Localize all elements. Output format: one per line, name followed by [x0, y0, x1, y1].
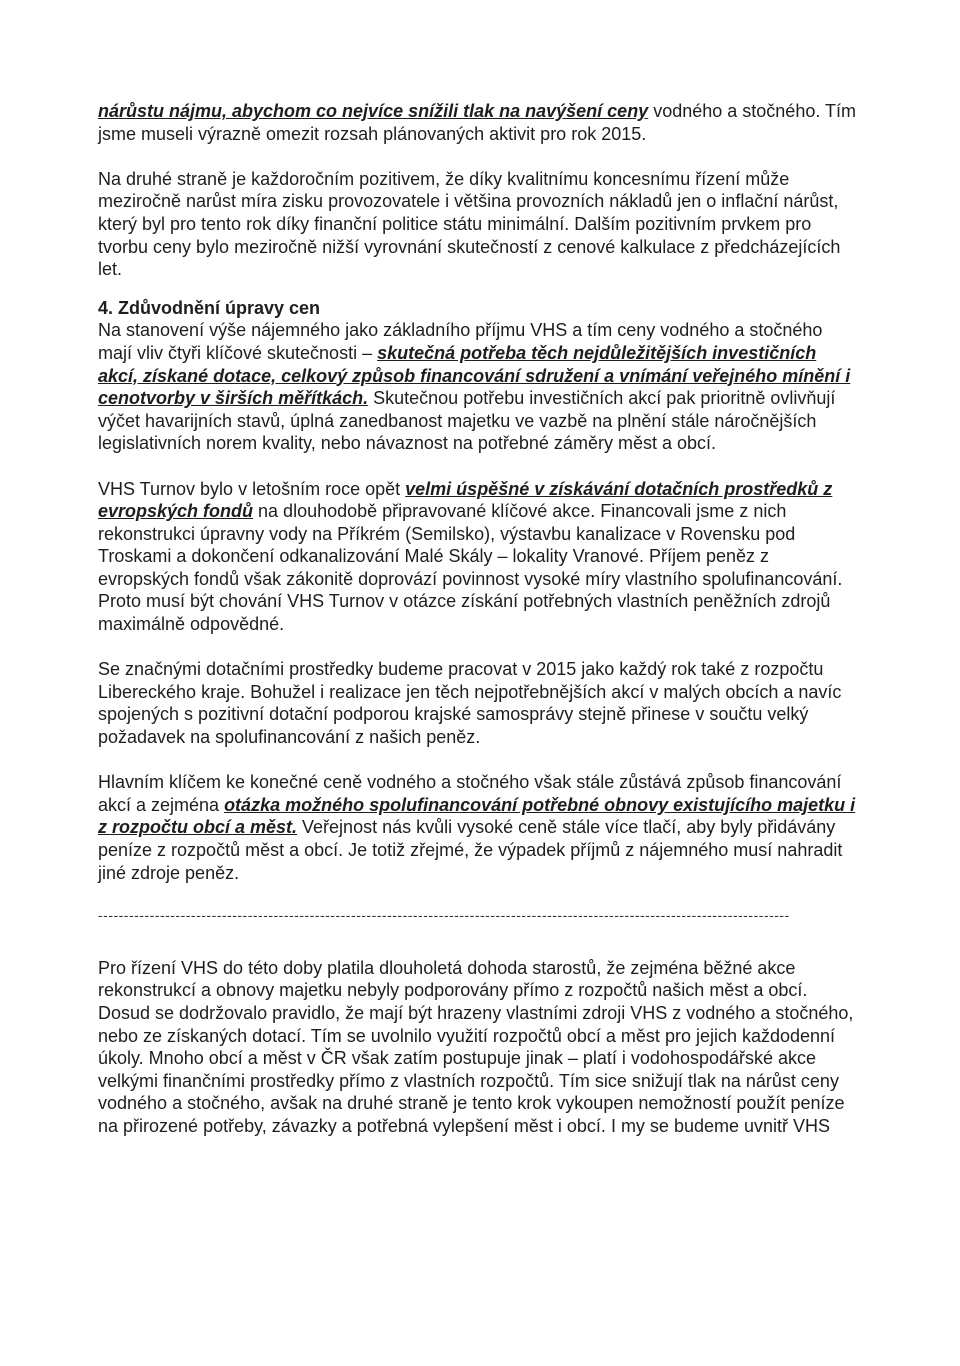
- text-eu-start: VHS Turnov bylo v letošním roce opět: [98, 478, 406, 499]
- emphasis-eu-funds: velmi úspěšné v získávání dotačních prostředků z evropských fondů: [98, 478, 833, 522]
- text-rent-increase: vodného a stočného. Tím jsme museli výrazně omezit rozsah plánovaných aktivit pro rok 2015.: [98, 101, 857, 144]
- section-heading-4: 4. Zdůvodnění úpravy cen: [98, 297, 321, 318]
- document-page: [98, 100, 858, 1160]
- paragraph-financing-key: [98, 771, 858, 884]
- emphasis-key-facts: skutečná potřeba těch nejdůležitějších investičních akcí, získané dotace, celkový způsob financování sdružení a vnímání veřejného mínění i cenotvorby v širších měřítkách.: [98, 342, 851, 409]
- paragraph-rent-increase: [98, 100, 858, 145]
- paragraph-regional-funding: Se značnými dotačními prostředky budeme pracovat v 2015 jako každý rok také z rozpočtu Libereckého kraje. Bohužel i realizace jen těch nejpotřebnějších akcí v malých obcích a navíc spojených s pozitivní dotační podporou krajské samosprávy stejně přinese v součtu velký požadavek na spolufinancování z našich peněz.: [98, 659, 842, 748]
- text-investment-needs: Skutečnou potřebu investičních akcí pak prioritně ovlivňují výčet havarijních stavů, úplná zanedbanost majetku ve vazbě na plnění stále náročnějších legislativních norem kvality, nebo návaznost na potřebné záměry měst a obcí.: [98, 388, 836, 454]
- paragraph-concession: Na druhé straně je každoročním pozitivem, že díky kvalitnímu koncesnímu řízení může meziročně narůst míra zisku provozovatele i většina provozních nákladů jen o inflační nárůst, který byl pro tento rok díky finanční politice státu minimální. Dalším pozitivním prvkem pro tvorbu ceny bylo meziročně nižší vyrovnání skutečností z cenové kalkulace z předcházejících let.: [98, 168, 841, 280]
- text-eu-rest: na dlouhodobě připravované klíčové akce. Financovali jsme z nich rekonstrukci úpravny vody na Příkrém (Semilsko), výstavbu kanalizace v Rovensku pod Troskami a dokončení odkanalizování Malé Skály – lokality Vranové. Příjem peněz z evropských fondů však zákonitě doprovází povinnost vysoké míry vlastního spolufinancování. Proto musí být chování VHS Turnov v otázce získání potřebných vlastních peněžních zdrojů maximálně odpovědné.: [98, 501, 843, 635]
- text-financing-rest: Veřejnost nás kvůli vysoké ceně stále více tlačí, aby byly přidávány peníze z rozpočtů měst a obcí. Je totiž zřejmé, že výpadek příjmů z nájemného musí nahradit jiné zdroje peněz.: [98, 817, 843, 883]
- emphasis-cofinancing: otázka možného spolufinancování potřebné obnovy existujícího majetku i z rozpočtu obcí a měst.: [98, 794, 856, 838]
- text-financing-start: Hlavním klíčem ke konečné ceně vodného a stočného však stále zůstává způsob financování akcí a zejména: [98, 772, 842, 815]
- emphasis-rent-increase: nárůstu nájmu, abychom co nejvíce snížili tlak na navýšení ceny: [98, 101, 649, 121]
- paragraph-price-justification: [98, 319, 858, 455]
- dashed-divider: --------------------------------------------------------------------------------------------------------------------------------------: [98, 906, 790, 923]
- paragraph-mayors-agreement: Pro řízení VHS do této doby platila dlouholetá dohoda starostů, že zejména běžné akce rekonstrukcí a obnovy majetku nebyly podporovány přímo z rozpočtů našich měst a obcí. Dosud se dodržovalo pravidlo, že mají být hrazeny vlastními zdroji VHS z vodného a stočného, nebo ze získaných dotací. Tím se uvolnilo využití rozpočtů obcí a měst pro jejich každodenní úkoly. Mnoho obcí a měst v ČR však zatím postupuje jinak – platí i vodohospodářské akce velkými finančními prostředky přímo z vlastních rozpočtů. Tím sice snižují tlak na nárůst ceny vodného a stočného, avšak na druhé straně je tento krok vykoupen nemožností použít peníze na přirozené potřeby, závazky a potřebná vylepšení měst i obcí. I my se budeme uvnitř VHS: [98, 957, 854, 1136]
- text-price-intro: Na stanovení výše nájemného jako základního příjmu VHS a tím ceny vodného a stočného mají vliv čtyři klíčové skutečnosti –: [98, 320, 823, 363]
- paragraph-eu-funds: [98, 478, 858, 636]
